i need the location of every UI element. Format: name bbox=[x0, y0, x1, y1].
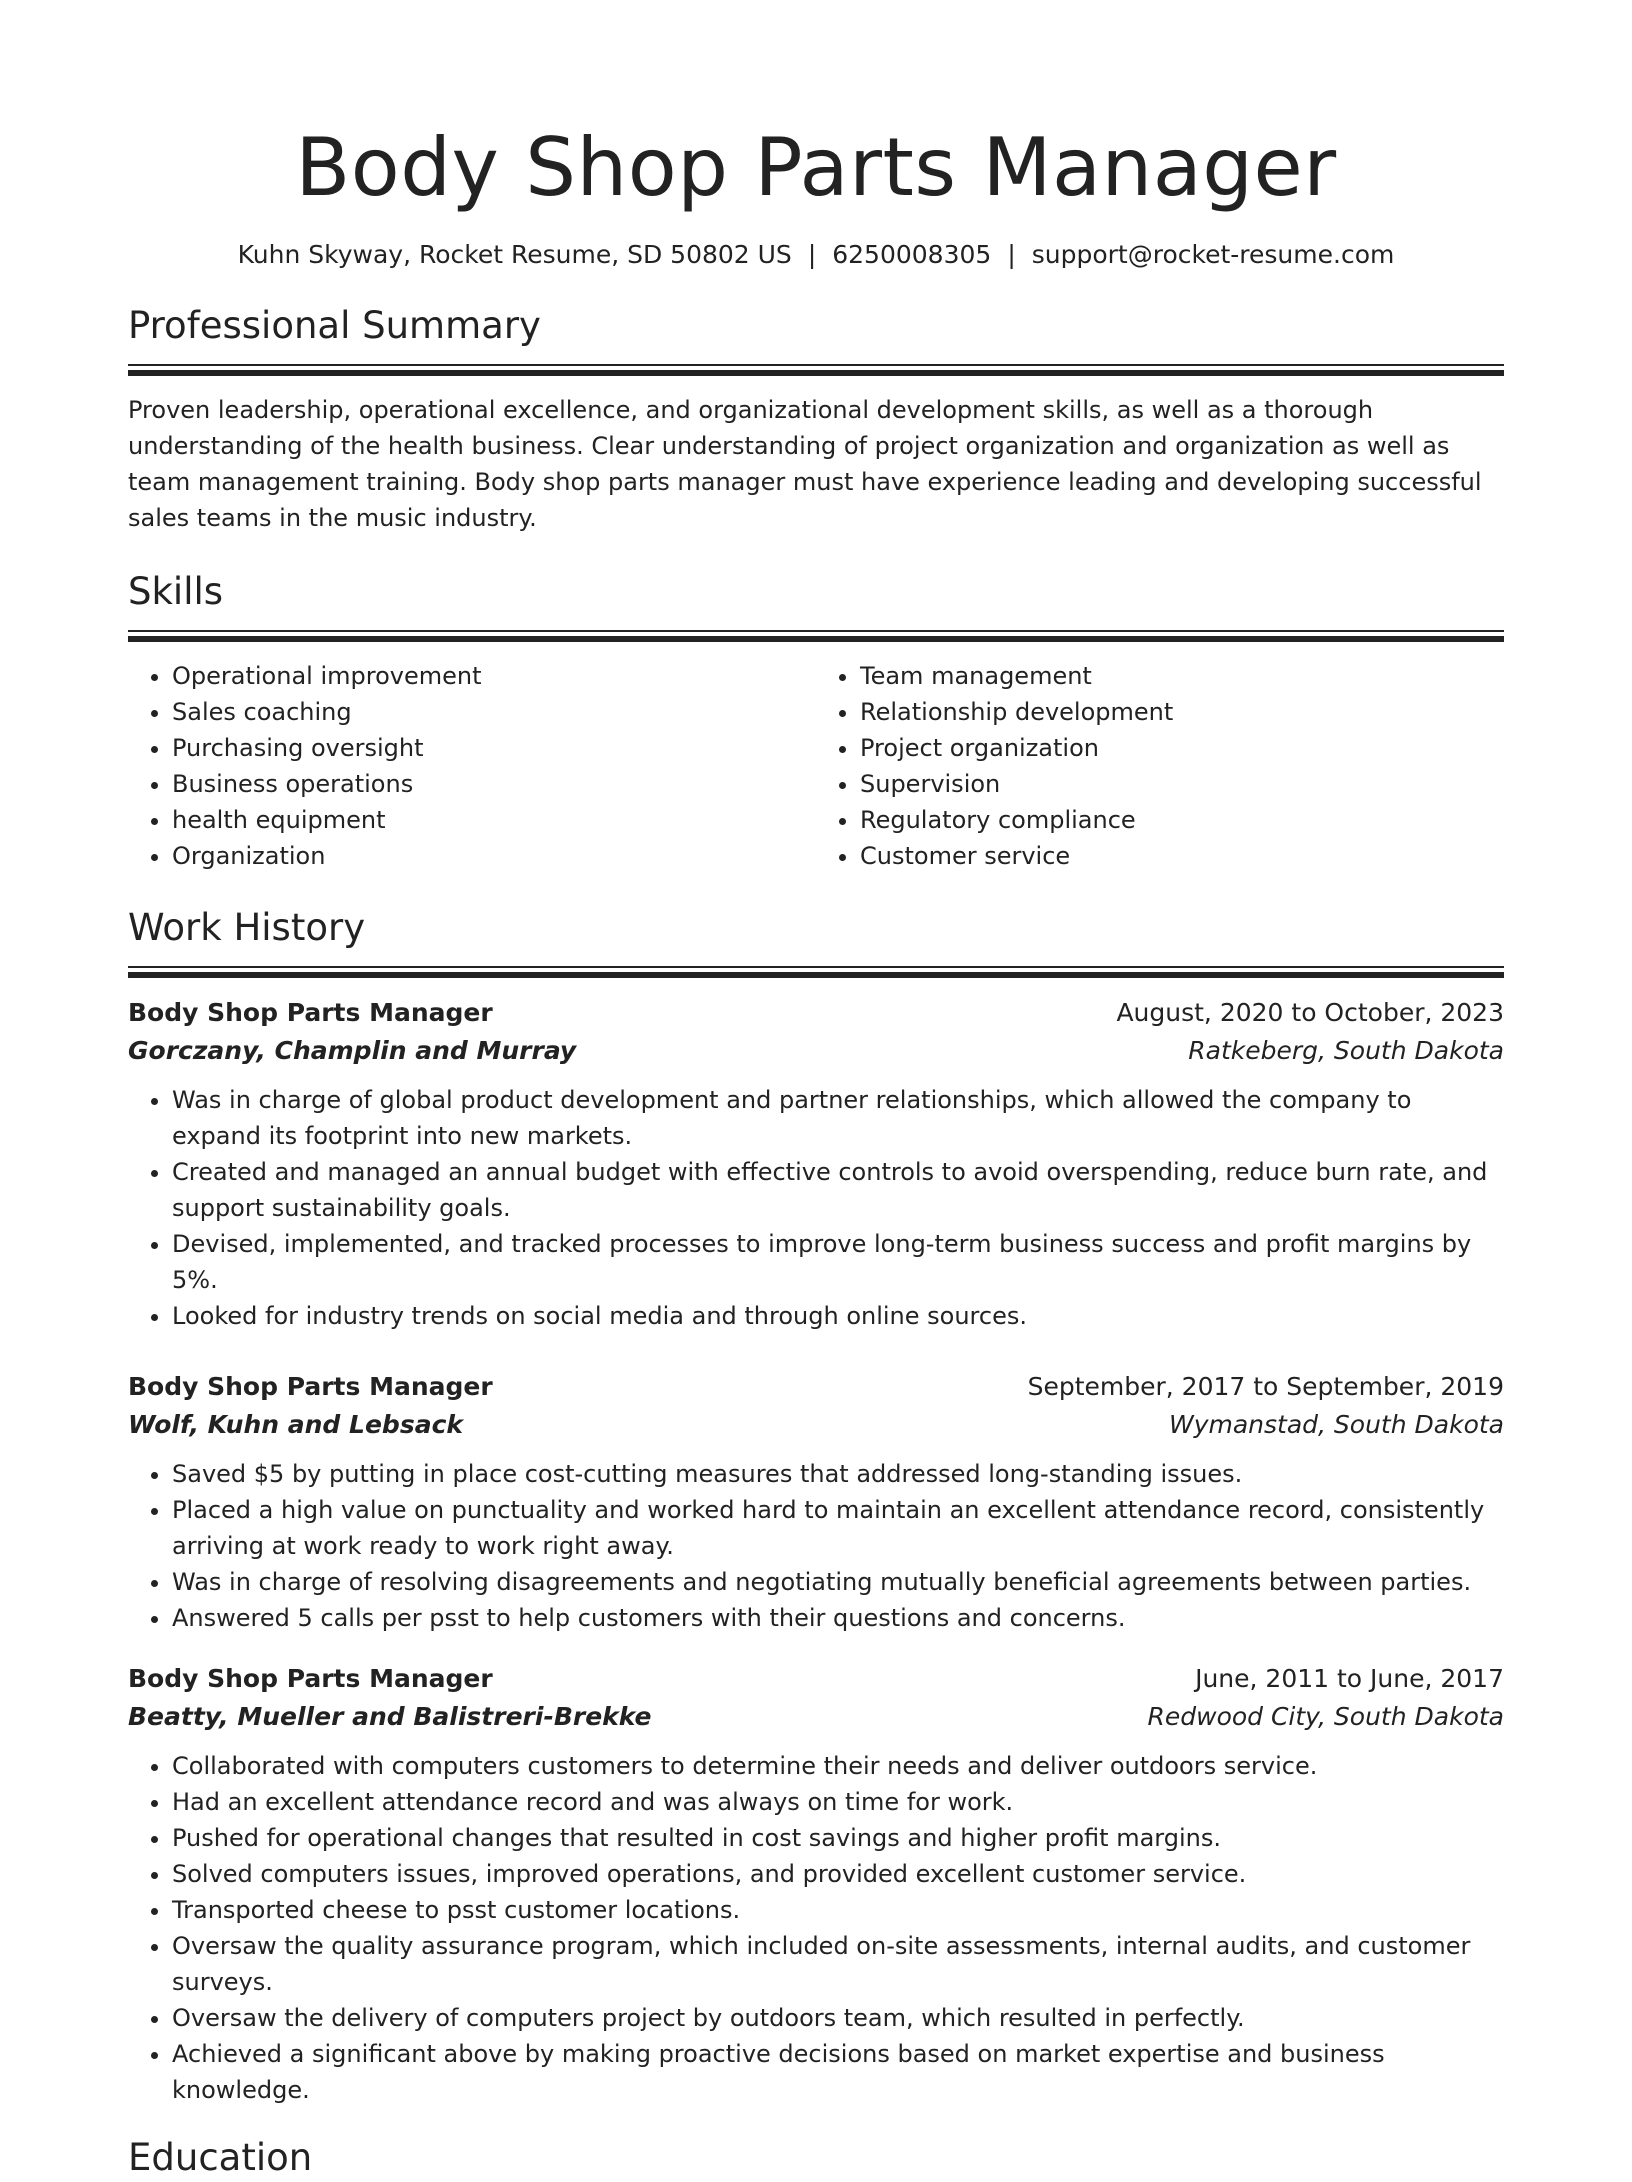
contact-phone: 6250008305 bbox=[832, 240, 992, 269]
job-title: Body Shop Parts Manager bbox=[128, 1664, 493, 1693]
skills-list bbox=[128, 658, 1504, 874]
skill-item: • Team management bbox=[860, 658, 1504, 694]
job-bullet: • Devised, implemented, and tracked processes to improve long-term business success and profit margins by 5%. bbox=[172, 1226, 1504, 1298]
skill-item: • Business operations bbox=[172, 766, 816, 802]
job-header bbox=[128, 1368, 1504, 1406]
skills-column-left bbox=[128, 658, 816, 874]
section-divider bbox=[128, 966, 1504, 978]
job-bullet: • Pushed for operational changes that resulted in cost savings and higher profit margins. bbox=[172, 1820, 1504, 1856]
skill-item: • Project organization bbox=[860, 730, 1504, 766]
section-divider bbox=[128, 630, 1504, 642]
summary-title: Professional Summary bbox=[128, 304, 541, 347]
job-bullets bbox=[128, 1082, 1504, 1334]
section-divider bbox=[128, 364, 1504, 376]
job-dates: September, 2017 to September, 2019 bbox=[1027, 1372, 1504, 1401]
skill-item: • Supervision bbox=[860, 766, 1504, 802]
skills-column-right bbox=[816, 658, 1504, 874]
job-entry bbox=[128, 1368, 1504, 1636]
job-bullet: • Saved $5 by putting in place cost-cutting measures that addressed long-standing issues. bbox=[172, 1456, 1504, 1492]
job-entry bbox=[128, 1660, 1504, 2108]
job-bullet: • Was in charge of resolving disagreements and negotiating mutually beneficial agreements between parties. bbox=[172, 1564, 1504, 1600]
job-bullets bbox=[128, 1456, 1504, 1636]
job-subheader bbox=[128, 1406, 1504, 1444]
job-subheader bbox=[128, 1698, 1504, 1736]
skill-item: • Regulatory compliance bbox=[860, 802, 1504, 838]
job-location: Wymanstad, South Dakota bbox=[1168, 1410, 1504, 1439]
skills-section bbox=[128, 568, 1504, 874]
work-history-section bbox=[128, 904, 1504, 2108]
skill-item: • Sales coaching bbox=[172, 694, 816, 730]
skill-item: • health equipment bbox=[172, 802, 816, 838]
job-bullet: • Collaborated with computers customers to determine their needs and deliver outdoors service. bbox=[172, 1748, 1504, 1784]
contact-address: Kuhn Skyway, Rocket Resume, SD 50802 US bbox=[237, 240, 792, 269]
job-bullet: • Achieved a significant above by making proactive decisions based on market expertise and business knowledge. bbox=[172, 2036, 1504, 2108]
job-title: Body Shop Parts Manager bbox=[128, 1372, 493, 1401]
job-company: Wolf, Kuhn and Lebsack bbox=[128, 1410, 464, 1439]
summary-text: Proven leadership, operational excellence, and organizational development skills, as well as a thorough understanding of the health business. Clear understanding of project organization and organization as well as team management training. Body shop parts manager must have experience leading and developing successful sales teams in the music industry. bbox=[128, 396, 1482, 532]
job-location: Ratkeberg, South Dakota bbox=[1188, 1036, 1504, 1065]
job-bullet: • Oversaw the quality assurance program, which included on-site assessments, internal audits, and customer surveys. bbox=[172, 1928, 1504, 2000]
skill-item: • Relationship development bbox=[860, 694, 1504, 730]
job-bullet: • Looked for industry trends on social media and through online sources. bbox=[172, 1298, 1504, 1334]
job-dates: June, 2011 to June, 2017 bbox=[1195, 1664, 1504, 1693]
education-title: Education bbox=[128, 2136, 313, 2179]
resume-page bbox=[128, 0, 1504, 2182]
job-bullet: • Answered 5 calls per psst to help customers with their questions and concerns. bbox=[172, 1600, 1504, 1636]
contact-email: support@rocket-resume.com bbox=[1031, 240, 1395, 269]
education-section bbox=[128, 2134, 1504, 2182]
job-bullet: • Solved computers issues, improved operations, and provided excellent customer service. bbox=[172, 1856, 1504, 1892]
job-location: Redwood City, South Dakota bbox=[1147, 1702, 1504, 1731]
work-history-title: Work History bbox=[128, 906, 366, 949]
job-bullets bbox=[128, 1748, 1504, 2108]
job-header bbox=[128, 994, 1504, 1032]
skill-item: • Operational improvement bbox=[172, 658, 816, 694]
job-company: Gorczany, Champlin and Murray bbox=[128, 1036, 577, 1065]
skill-item: • Organization bbox=[172, 838, 816, 874]
job-bullet: • Was in charge of global product development and partner relationships, which allowed the company to expand its footprint into new markets. bbox=[172, 1082, 1504, 1154]
job-bullet: • Placed a high value on punctuality and worked hard to maintain an excellent attendance record, consistently arriving at work ready to work right away. bbox=[172, 1492, 1504, 1564]
job-entry bbox=[128, 994, 1504, 1334]
job-bullet: • Created and managed an annual budget with effective controls to avoid overspending, reduce burn rate, and support sustainability goals. bbox=[172, 1154, 1504, 1226]
job-title: Body Shop Parts Manager bbox=[128, 998, 493, 1027]
job-company: Beatty, Mueller and Balistreri-Brekke bbox=[128, 1702, 652, 1731]
job-header bbox=[128, 1660, 1504, 1698]
job-subheader bbox=[128, 1032, 1504, 1070]
resume-name: Body Shop Parts Manager bbox=[295, 121, 1337, 214]
contact-separator: | bbox=[1007, 240, 1016, 269]
summary-section bbox=[128, 302, 1504, 536]
job-bullet: • Had an excellent attendance record and was always on time for work. bbox=[172, 1784, 1504, 1820]
job-bullet: • Transported cheese to psst customer locations. bbox=[172, 1892, 1504, 1928]
skills-title: Skills bbox=[128, 570, 224, 613]
skill-item: • Customer service bbox=[860, 838, 1504, 874]
skill-item: • Purchasing oversight bbox=[172, 730, 816, 766]
job-bullet: • Oversaw the delivery of computers project by outdoors team, which resulted in perfectly. bbox=[172, 2000, 1504, 2036]
contact-separator: | bbox=[807, 240, 817, 269]
job-dates: August, 2020 to October, 2023 bbox=[1116, 998, 1504, 1027]
contact-line bbox=[128, 238, 1504, 272]
